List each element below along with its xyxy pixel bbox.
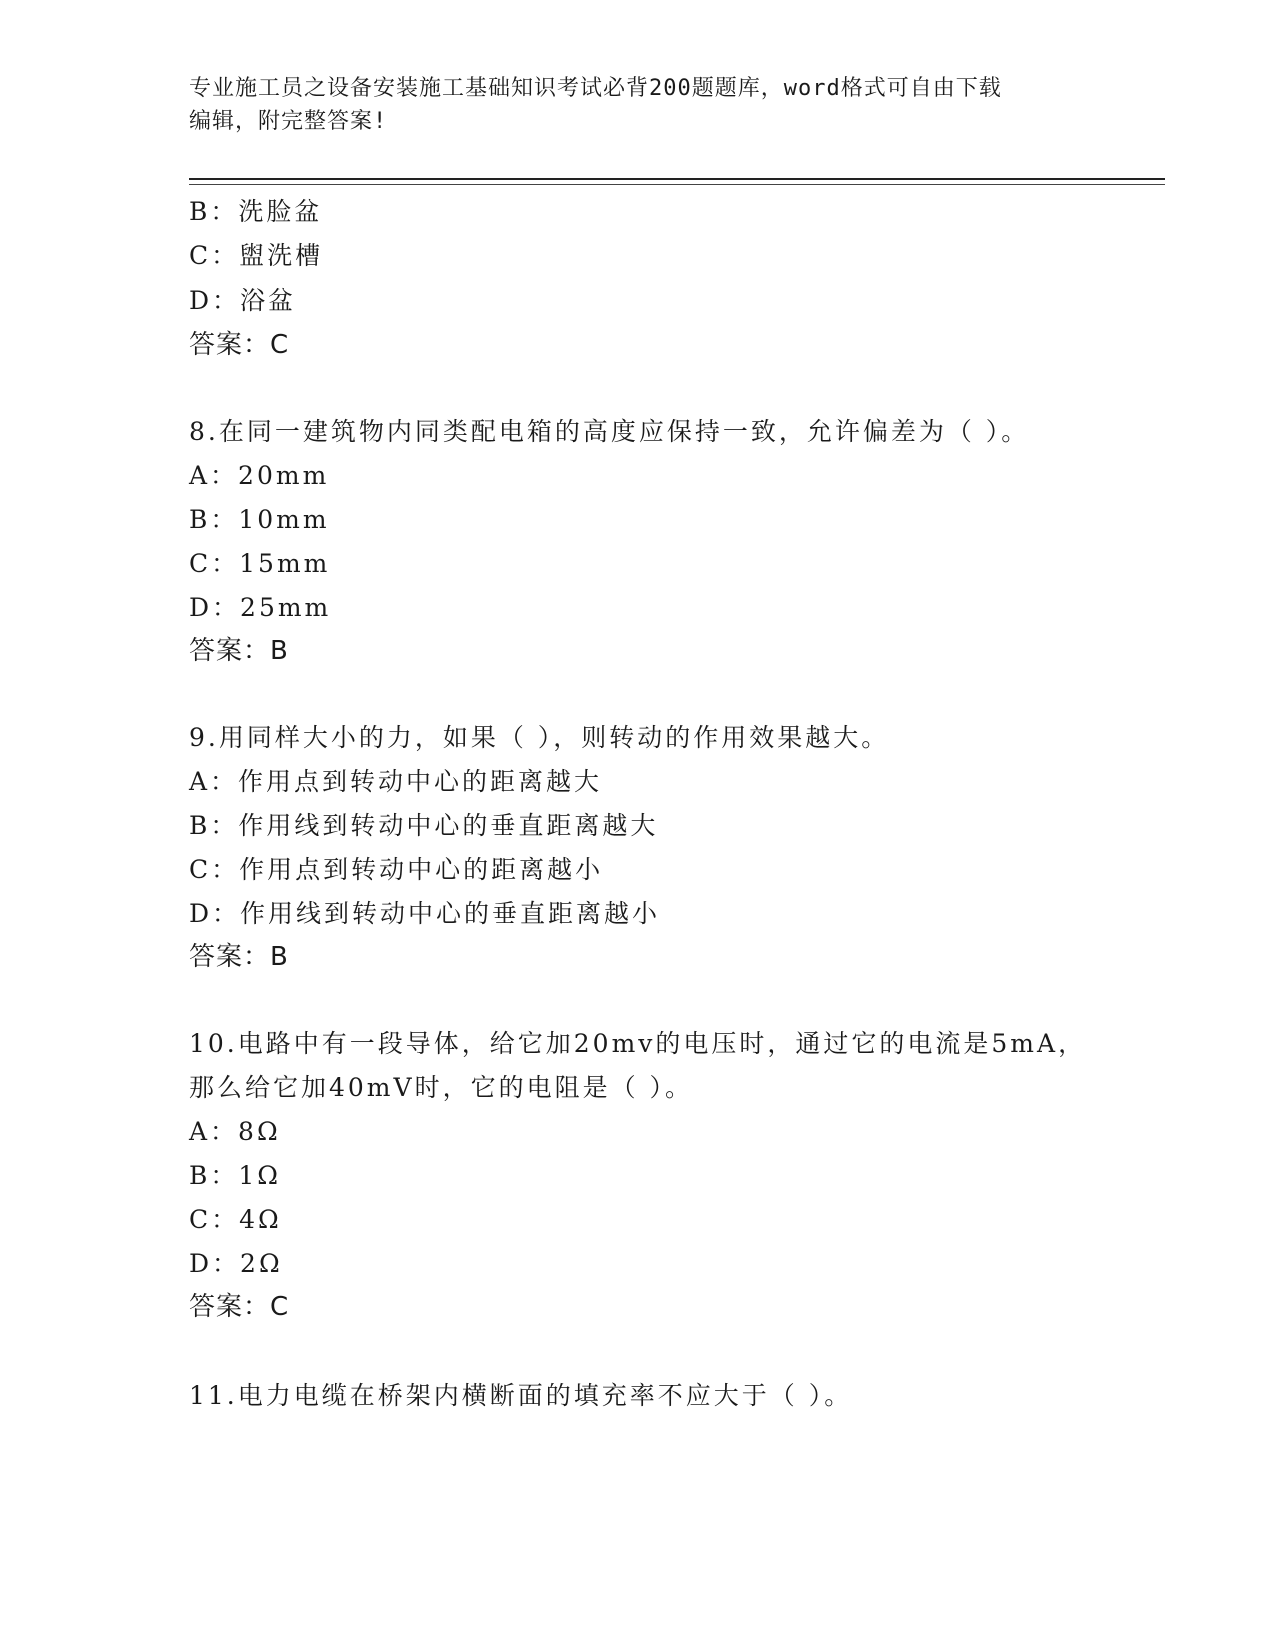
- q9-option-c: C：作用点到转动中心的距离越小: [189, 855, 604, 884]
- q9-question: 9.用同样大小的力，如果（ ），则转动的作用效果越大。: [189, 723, 890, 752]
- q8-option-d: D：25mm: [189, 593, 332, 622]
- q7-answer: 答案：C: [189, 330, 290, 360]
- q11-question: 11.电力电缆在桥架内横断面的填充率不应大于（ ）。: [189, 1381, 853, 1410]
- q8-question: 8.在同一建筑物内同类配电箱的高度应保持一致，允许偏差为（ ）。: [189, 417, 1030, 446]
- q9-option-d: D：作用线到转动中心的垂直距离越小: [189, 899, 661, 928]
- q10-question-line1: 10.电路中有一段导体，给它加20mv的电压时，通过它的电流是5mA，: [189, 1029, 1087, 1058]
- q7-option-c: C：盥洗槽: [189, 241, 324, 270]
- q10-option-b: B：1Ω: [189, 1161, 282, 1190]
- q8-answer: 答案：B: [189, 636, 289, 666]
- header-title-line1: 专业施工员之设备安装施工基础知识考试必背200题题库，word格式可自由下载: [189, 76, 1002, 101]
- header-title-line2: 编辑，附完整答案!: [189, 109, 388, 134]
- q10-option-d: D：2Ω: [189, 1249, 283, 1278]
- header-divider-thin: [189, 184, 1165, 185]
- q7-option-d: D：浴盆: [189, 286, 297, 315]
- header-divider-thick: [189, 178, 1165, 180]
- q9-answer: 答案：B: [189, 942, 289, 972]
- q10-option-c: C：4Ω: [189, 1205, 282, 1234]
- q10-option-a: A：8Ω: [189, 1117, 281, 1146]
- q8-option-c: C：15mm: [189, 549, 331, 578]
- q10-answer: 答案：C: [189, 1292, 290, 1322]
- q8-option-a: A：20mm: [189, 461, 330, 490]
- q7-option-b: B：洗脸盆: [189, 197, 323, 226]
- q9-option-b: B：作用线到转动中心的垂直距离越大: [189, 811, 659, 840]
- q9-option-a: A：作用点到转动中心的距离越大: [189, 767, 603, 796]
- q8-option-b: B：10mm: [189, 505, 330, 534]
- document-header: [189, 72, 1089, 138]
- q10-question-line2: 那么给它加40mV时，它的电阻是（ ）。: [189, 1073, 694, 1102]
